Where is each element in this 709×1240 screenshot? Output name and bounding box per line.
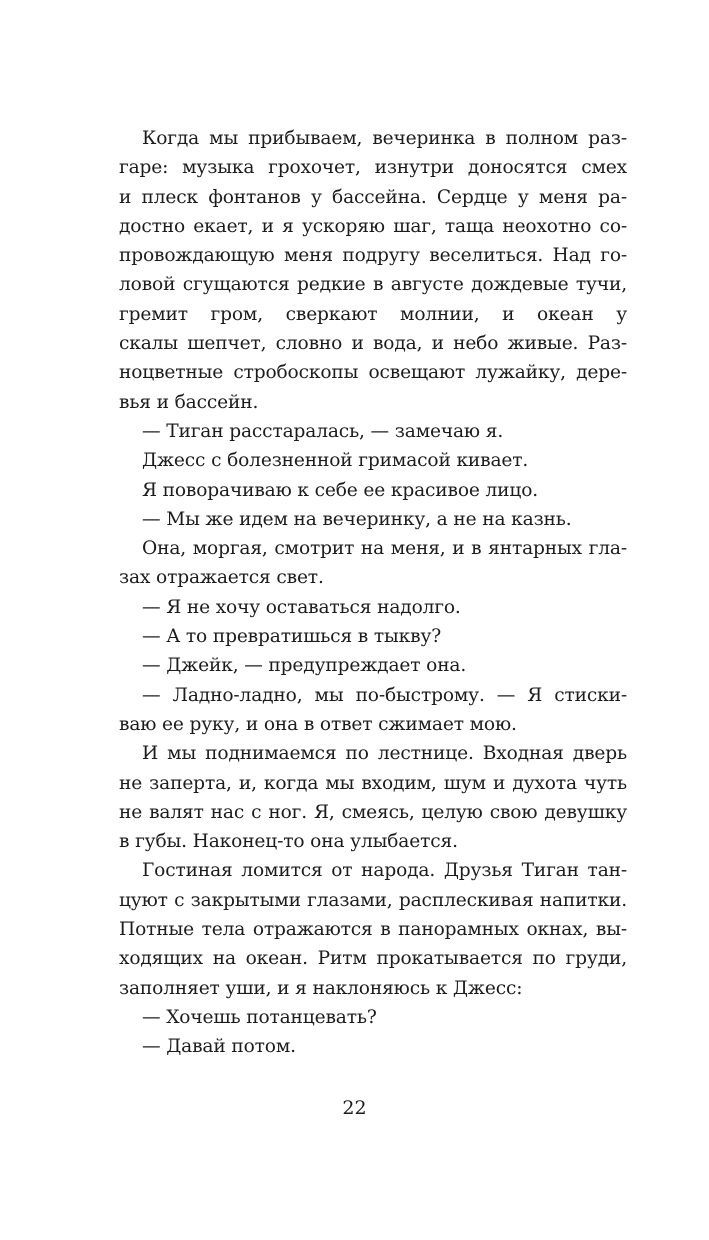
text-line: Я поворачиваю к себе ее красивое лицо. <box>142 479 539 501</box>
text-line: заполняет уши, и я наклоняюсь к Джесс: <box>119 977 523 999</box>
text-line: ходящих на океан. Ритм прокатывается по груди, <box>119 948 627 970</box>
text-line: — Я не хочу оставаться надолго. <box>142 596 461 618</box>
text-line: вья и бассейн. <box>119 391 259 413</box>
text-line: Она, моргая, смотрит на меня, и в янтарных гла- <box>142 538 627 560</box>
text-line: — Тиган расстаралась, — замечаю я. <box>142 420 504 442</box>
text-line: Джесс с болезненной гримасой кивает. <box>142 450 529 472</box>
text-line: Потные тела отражаются в панорамных окнах, вы- <box>119 919 627 941</box>
text-line: ноцветные стробоскопы освещают лужайку, дере- <box>119 362 627 384</box>
text-line: не заперта, и, когда мы входим, шум и духота чуть <box>119 772 627 794</box>
text-line: гремит гром, сверкают молнии, и океан у <box>119 303 627 325</box>
text-line: гаре: музыка грохочет, изнутри доносятся смех <box>119 157 627 179</box>
text-line: — А то превратишься в тыкву? <box>142 626 442 648</box>
text-line: И мы поднимаемся по лестнице. Входная дверь <box>142 743 627 765</box>
text-line: в губы. Наконец-то она улыбается. <box>119 831 458 853</box>
text-line: и плеск фонтанов у бассейна. Сердце у меня ра- <box>119 186 627 208</box>
text-line: достно екает, и я ускоряю шаг, таща неохотно со- <box>119 215 627 237</box>
text-line: — Ладно-ладно, мы по-быстрому. — Я стиски- <box>142 684 627 706</box>
text-line: провождающую меня подругу веселиться. Над го- <box>119 245 627 267</box>
text-line: не валят нас с ног. Я, смеясь, целую свою девушку <box>119 801 627 823</box>
text-line: — Давай потом. <box>142 1036 296 1058</box>
text-line: — Мы же идем на вечеринку, а не на казнь. <box>142 508 572 530</box>
page-number: 22 <box>342 1097 367 1119</box>
text-line: цуют с закрытыми глазами, расплескивая напитки. <box>119 889 627 911</box>
text-line: зах отражается свет. <box>119 567 324 589</box>
text-line: Гостиная ломится от народа. Друзья Тиган тан- <box>142 860 627 882</box>
body-text <box>119 124 627 1062</box>
text-line: ваю ее руку, и она в ответ сжимает мою. <box>119 713 517 735</box>
text-line: — Хочешь потанцевать? <box>142 1006 377 1028</box>
text-line: — Джейк, — предупреждает она. <box>142 655 467 677</box>
text-line: Когда мы прибываем, вечеринка в полном раз- <box>142 128 627 149</box>
text-line: ловой сгущаются редкие в августе дождевые тучи, <box>119 274 627 296</box>
text-line: скалы шепчет, словно и вода, и небо живые. Раз- <box>119 333 627 355</box>
